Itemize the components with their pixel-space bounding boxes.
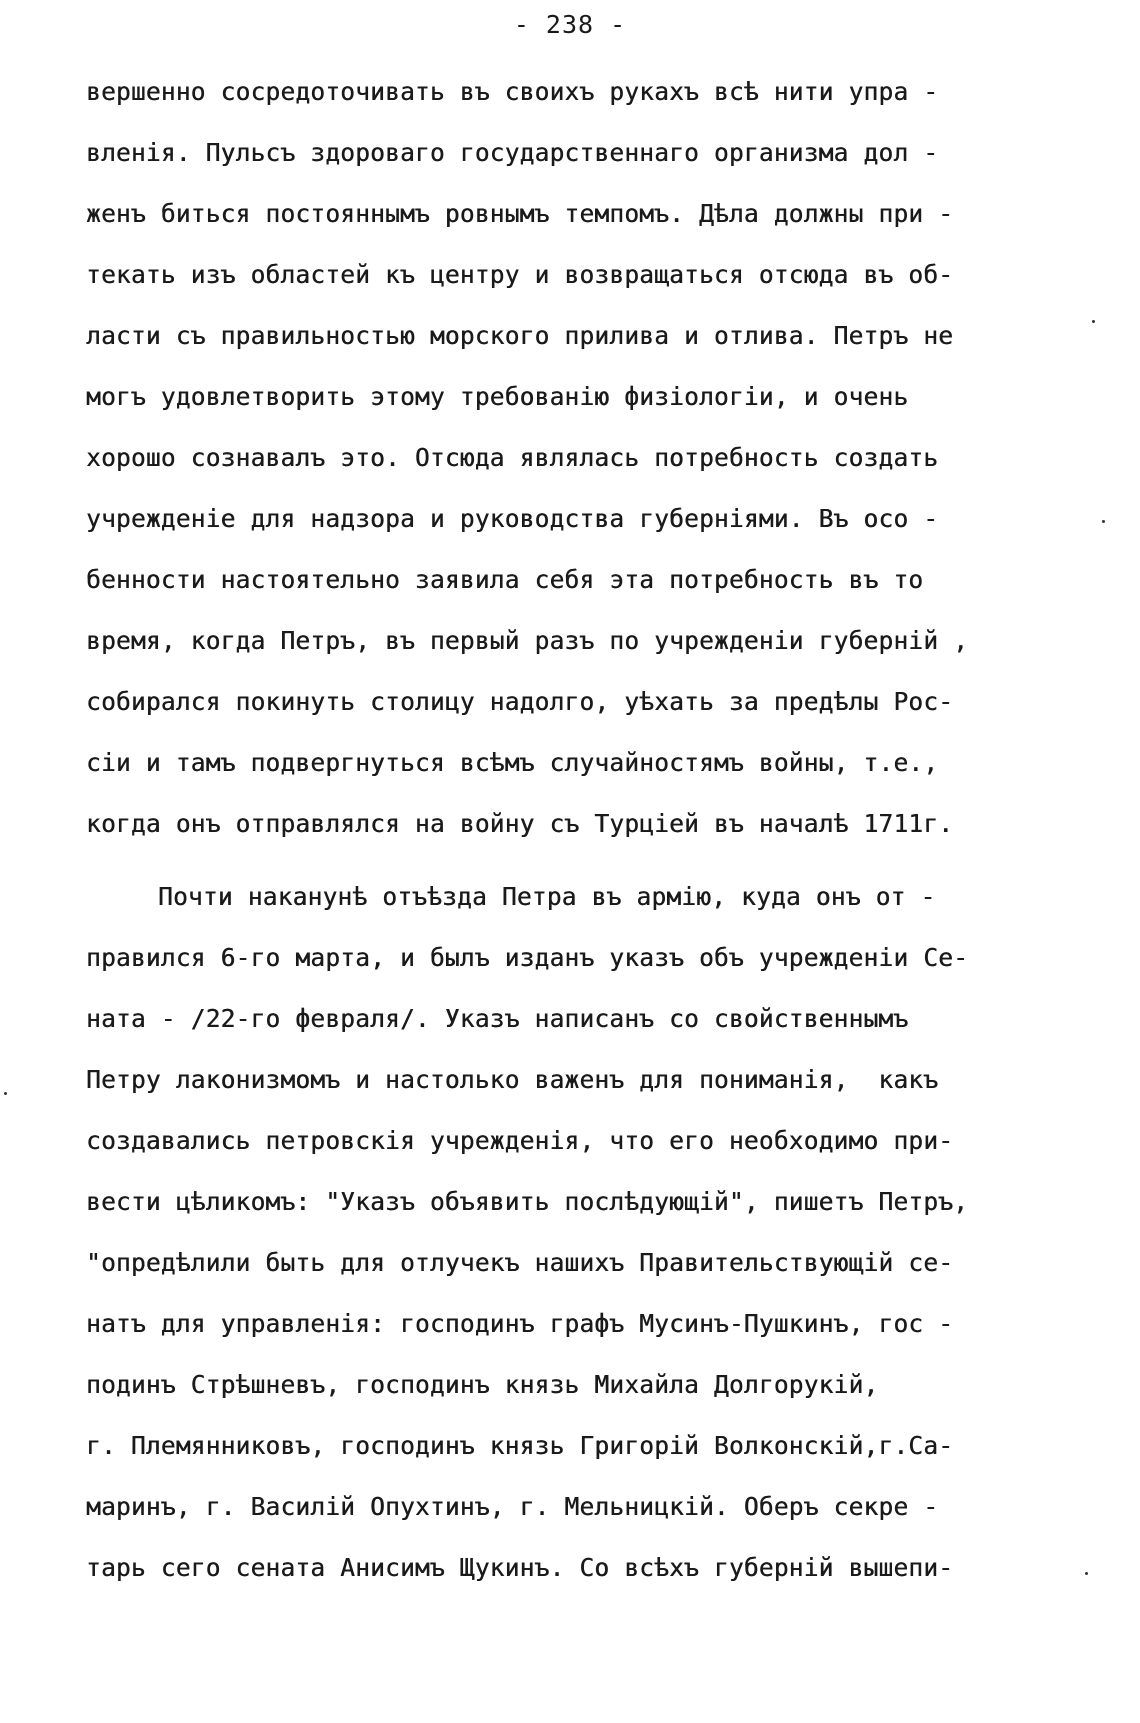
text-line: могъ удовлетворить этому требованію физіологіи, и очень [86,382,909,411]
text-line-indented: Почти наканунѣ отъѣзда Петра въ армію, куда онъ от - [158,882,936,911]
text-line: время, когда Петръ, въ первый разъ по учрежденіи губерній , [86,626,969,655]
text-line: Петру лаконизмомъ и настолько важенъ для пониманія, какъ [86,1065,939,1094]
scan-speck [1102,520,1105,523]
text-line: ната - /22-го февраля/. Указъ написанъ со свойственнымъ [86,1004,909,1033]
text-line: тарь сего сената Анисимъ Щукинъ. Со всѣхъ губерній вышепи- [86,1553,954,1582]
text-line: натъ для управленія: господинъ графъ Мусинъ-Пушкинъ, гос - [86,1309,954,1338]
text-line: г. Племянниковъ, господинъ князь Григорій Волконскій,г.Са- [86,1431,954,1460]
paragraph-1 [86,72,1076,865]
text-line: женъ биться постояннымъ ровнымъ темпомъ. Дѣла должны при - [86,199,954,228]
text-line: подинъ Стрѣшневъ, господинъ князь Михайла Долгорукій, [86,1370,879,1399]
paragraph-2 [86,877,1076,1609]
text-line: маринъ, г. Василій Опухтинъ, г. Мельницкій. Оберъ секре - [86,1492,939,1521]
text-line: ласти съ правильностью морского прилива и отлива. Петръ не [86,321,954,350]
body-text [86,72,1076,1609]
text-line: сіи и тамъ подвергнуться всѣмъ случайностямъ войны, т.е., [86,748,939,777]
text-line: бенности настоятельно заявила себя эта потребность въ то [86,565,924,594]
text-line: хорошо сознавалъ это. Отсюда являлась потребность создать [86,443,939,472]
scan-speck [1085,1572,1088,1575]
text-line: когда онъ отправлялся на войну съ Турціей въ началѣ 1711г. [86,809,954,838]
text-line: учрежденіе для надзора и руководства губерніями. Въ осо - [86,504,939,533]
text-line: "опредѣлили быть для отлучекъ нашихъ Правительствующій се- [86,1248,954,1277]
text-line: вленія. Пульсъ здороваго государственнаго организма дол - [86,138,939,167]
text-line: собирался покинуть столицу надолго, уѣхать за предѣлы Рос- [86,687,954,716]
scan-speck [4,1092,7,1095]
page-number: - 238 - [513,10,627,39]
scan-speck [1092,320,1095,323]
text-line: вести цѣликомъ: "Указъ объявить послѣдующій", пишетъ Петръ, [86,1187,969,1216]
text-line: создавались петровскія учрежденія, что его необходимо при- [86,1126,954,1155]
text-line: вершенно сосредоточивать въ своихъ рукахъ всѣ нити упра - [86,77,939,106]
text-line: правился 6-го марта, и былъ изданъ указъ объ учрежденіи Се- [86,943,969,972]
text-line: текать изъ областей къ центру и возвращаться отсюда въ об- [86,260,954,289]
